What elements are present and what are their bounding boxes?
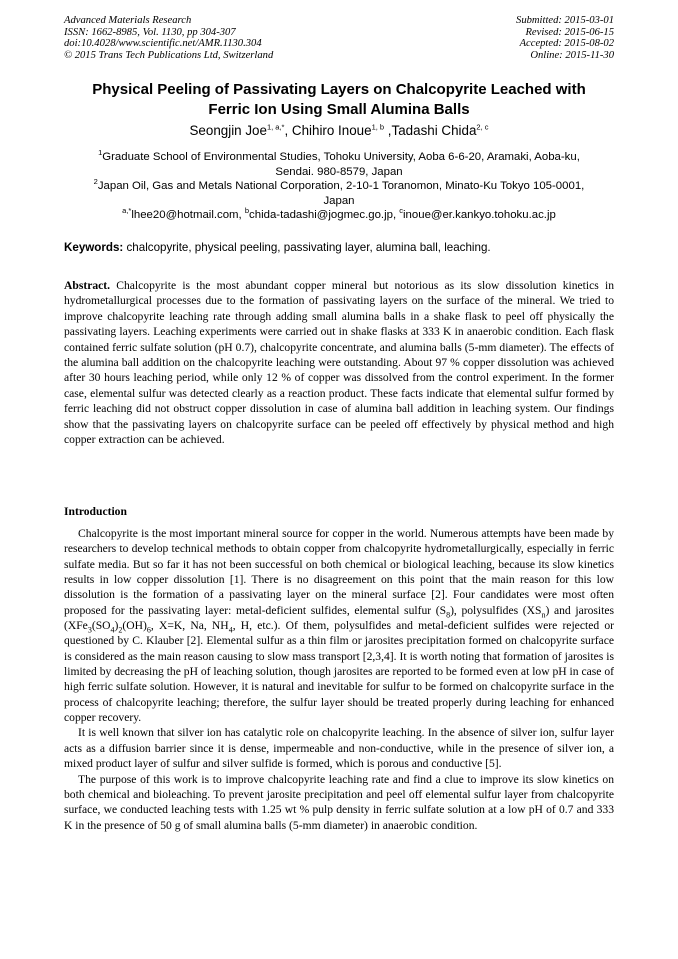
- accepted-date: Accepted: 2015-08-02: [519, 38, 614, 50]
- intro-p1-text-f: (OH): [122, 619, 147, 633]
- intro-paragraph-2: It is well known that silver ion has catalytic role on chalcopyrite leaching. In the absence of silver ion, sulfur layer acts as a diffusion barrier since it is dense, impermeable and non-conductive, while in the presence of silver ion, a mixed product layer of sulfur and silver sulfide is formed, which is porous and conductive [5].: [64, 726, 614, 771]
- copyright-line: © 2015 Trans Tech Publications Ltd, Switzerland: [64, 49, 274, 61]
- author-1-sup: 1, a,*: [266, 122, 285, 132]
- intro-p1-text-h: , H, etc.). Of them, polysulfides and metal-deficient sulfides were rejected or questioned by C. Klauber [2]. Elemental sulfur as a thin film or jarosites precipitation formed on chalcopyrite surface is considered as the main reason causing to slow mass transport [2,3,4]. It is worth noting that formation of jarosites is limited by decreasing the pH of leaching solution, though jarosites are reported to be formed even at low pH in case of high ferric sulfate solution. However, it is natural and inevitable for sulfur to be formed on chalcopyrite surface in the process of chalcopyrite leaching; therefore, the sulfur layer should be treated properly during leaching for enhanced copper recovery.: [64, 619, 614, 725]
- author-list: [64, 122, 614, 140]
- author-sep-2: ,: [384, 123, 392, 138]
- intro-p1-text-b: ), polysulfides (XS: [450, 603, 542, 617]
- affiliation-1: [64, 150, 614, 180]
- header-right: [516, 15, 614, 61]
- title-line-1: Physical Peeling of Passivating Layers on Chalcopyrite Leached with: [92, 81, 586, 98]
- sub-n: n: [541, 610, 546, 620]
- email-list: [64, 208, 614, 223]
- doi-line: doi:10.4028/www.scientific.net/AMR.1130.304: [64, 38, 262, 50]
- author-sep-1: ,: [284, 123, 292, 138]
- sub-s8: 8: [446, 610, 451, 620]
- affiliation-1-line-2: Sendai. 980-8579, Japan: [275, 165, 403, 178]
- affiliation-2: [64, 179, 614, 209]
- abstract-text: Chalcopyrite is the most abundant copper mineral but notorious as its slow dissolution kinetics in hydrometallurgical processes due to the formation of passivating layers on the surface of the mineral. We tried to improve chalcopyrite leaching rate through adding small alumina balls in a shake flask to peel off physically the passivating layers. Leaching experiments were carried out in shake flasks at 333 K in anaerobic condition. Each flask contained ferric sulfate solution (pH 0.7), chalcopyrite concentrate, and alumina balls (5-mm diameter). The effects of the alumina ball addition on the chalcopyrite leaching were outstanding. About 97 % copper dissolution was achieved after 30 hours leaching period, while only 12 % of copper was dissolved from the control experiment. In the former case, elemental sulfur was detected clearly as a reaction product. These facts indicate that elemental sulfur formed by ferric leaching did not obstruct copper dissolution in case of alumina ball addition in leaching system. Our findings show that the passivating layers on chalcopyrite surface can be peeled off effectively by physical method and high copper extraction can be achieved.: [64, 279, 614, 447]
- abstract: [64, 278, 614, 447]
- abstract-label: Abstract.: [64, 279, 111, 292]
- email-c-sup: c: [399, 206, 404, 216]
- keywords-text: chalcopyrite, physical peeling, passivating layer, alumina ball, leaching.: [123, 241, 491, 254]
- issn-line: ISSN: 1662-8985, Vol. 1130, pp 304-307: [64, 26, 236, 38]
- sub-4b: 4: [228, 625, 233, 635]
- sub-6: 6: [146, 625, 151, 635]
- affiliation-1-num: 1: [98, 148, 103, 158]
- sub-3: 3: [87, 625, 92, 635]
- keywords: [64, 240, 614, 255]
- author-2-sup: 1, b: [371, 122, 385, 132]
- intro-p1-text-d: (SO: [91, 619, 111, 633]
- sub-4: 4: [110, 625, 115, 635]
- introduction-body: [64, 526, 614, 833]
- sub-2: 2: [118, 625, 123, 635]
- header-left: [64, 15, 273, 61]
- intro-paragraph-1: [64, 526, 614, 725]
- email-a[interactable]: lhee20@hotmail.com,: [131, 209, 245, 221]
- introduction-heading: Introduction: [64, 505, 127, 518]
- affiliation-2-line-1: Japan Oil, Gas and Metals National Corporation, 2-10-1 Toranomon, Minato-Ku Tokyo 105-0001,: [97, 180, 585, 192]
- keywords-label: Keywords:: [64, 241, 124, 254]
- email-b[interactable]: chida-tadashi@jogmec.go.jp,: [249, 209, 400, 221]
- email-c[interactable]: inoue@er.kankyo.tohoku.ac.jp: [403, 209, 556, 221]
- author-1: Seongjin Joe: [189, 123, 267, 138]
- journal-name: Advanced Materials Research: [64, 15, 192, 26]
- intro-p1-text-g: , X=K, Na, NH: [150, 619, 229, 633]
- intro-p1-text-a: Chalcopyrite is the most important mineral source for copper in the world. Numerous attempts have been made by researchers to develop technical methods to obtain copper from chalcopyrite hydrometallurgically, especially in ferric sulfate media. But so far it has not been successful on both chemical or biological leaching, because its slow kinetics results in low copper dissolution [1]. There is no disagreement on this point that the main reason for this low dissolution is the formation of a passivating layer on the mineral surface [2]. Four candidates were most often proposed for the passivating layer: metal-deficient sulfides, elemental sulfur (S: [64, 527, 614, 617]
- submitted-date: Submitted: 2015-03-01: [516, 15, 614, 26]
- intro-paragraph-3: The purpose of this work is to improve chalcopyrite leaching rate and find a clue to improve its slow kinetics on both chemical and bioleaching. To prevent jarosite precipitation and peel off elemental sulfur layer from chalcopyrite surface, we conducted leaching tests with 1.25 wt % pulp density in ferric sulfate solution at a low pH of 0.7 and 333 K in the presence of 50 g of small alumina balls (5-mm diameter) in anaerobic condition.: [64, 772, 614, 832]
- email-b-sup: b: [244, 206, 250, 216]
- intro-p1-text-e: ): [114, 619, 119, 633]
- intro-p1-text-c: ) and jarosites (XFe: [64, 603, 614, 633]
- title-line-2: Ferric Ion Using Small Alumina Balls: [208, 101, 470, 118]
- affiliation-1-line-1: Graduate School of Environmental Studies, Tohoku University, Aoba 6-6-20, Aramaki, Aoba-ku,: [102, 151, 580, 163]
- paper-title: [64, 80, 614, 120]
- affiliation-2-num: 2: [93, 177, 98, 187]
- revised-date: Revised: 2015-06-15: [525, 26, 614, 38]
- email-a-sup: a,*: [122, 206, 132, 216]
- affiliation-2-line-2: Japan: [323, 194, 355, 207]
- author-3-sup: 2, c: [476, 122, 489, 132]
- online-date: Online: 2015-11-30: [530, 49, 614, 61]
- author-2: Chihiro Inoue: [291, 123, 372, 138]
- author-3: Tadashi Chida: [391, 123, 477, 138]
